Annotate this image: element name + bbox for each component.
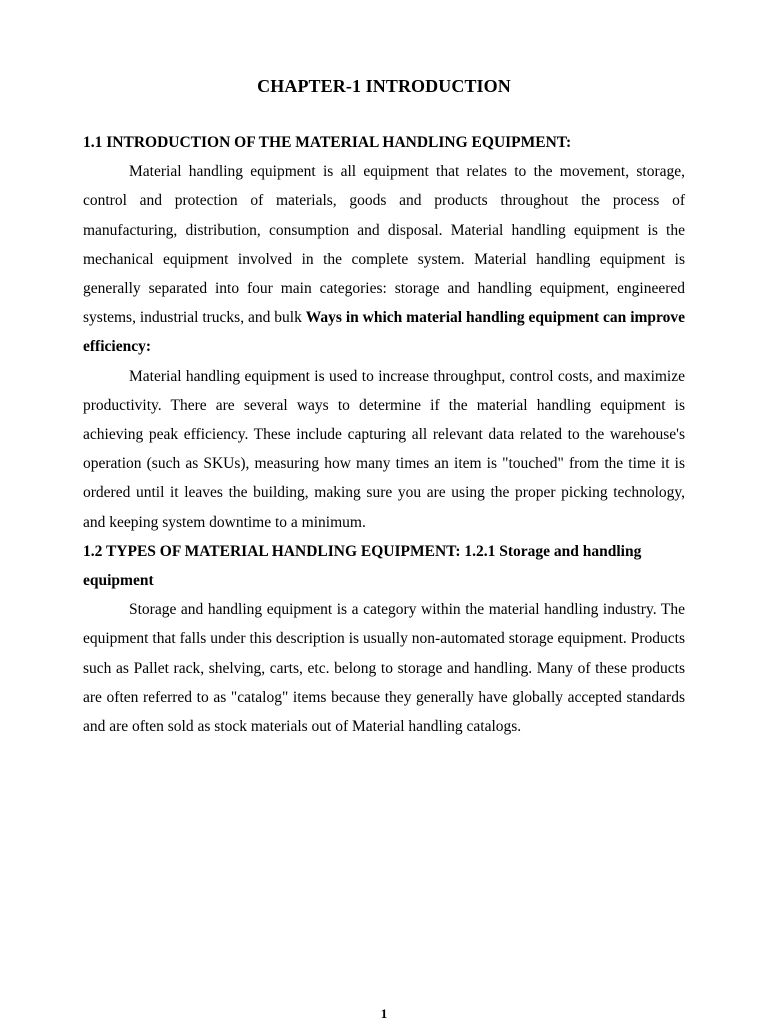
page-number: 1 — [380, 1006, 388, 1021]
paragraph-efficiency: Material handling equipment is used to increase throughput, control costs, and maximize productivity. There are several ways to determine if the material handling equipment is achieving peak efficiency. These include capturing all relevant data related to the warehouse's operation (such as SKUs), measuring how many times an item is "touched" from the time it is ordered until it leaves the building, making sure you are using the proper picking technology, and keeping system downtime to a minimum. — [83, 367, 685, 531]
section-heading-1-2: 1.2 TYPES OF MATERIAL HANDLING EQUIPMENT: 1.2.1 Storage and handling equipment — [83, 542, 642, 590]
section-heading-1-1: 1.1 INTRODUCTION OF THE MATERIAL HANDLING EQUIPMENT: — [83, 134, 572, 151]
efficiency-subheading: Ways in which material handling equipment can improve efficiency: — [83, 309, 686, 356]
document-body — [83, 128, 685, 741]
paragraph-storage-handling: Storage and handling equipment is a category within the material handling industry. The equipment that falls under this description is usually non-automated storage equipment. Products such as Pallet rack, shelving, carts, etc. belong to storage and handling. Many of these products are often referred to as "catalog" items because they generally have globally accepted standards and are often sold as stock materials out of Material handling catalogs. — [83, 601, 685, 736]
chapter-title: CHAPTER-1 INTRODUCTION — [257, 76, 511, 96]
paragraph-introduction — [83, 157, 685, 361]
paragraph-introduction-text: Material handling equipment is all equipment that relates to the movement, storage, control and protection of materials, goods and products throughout the process of manufacturing, distribution, consumption and disposal. Material handling equipment is the mechanical equipment involved in the complete system. Material handling equipment is generally separated into four main categories: storage and handling equipment, engineered systems, industrial trucks, and bulk — [83, 163, 685, 327]
